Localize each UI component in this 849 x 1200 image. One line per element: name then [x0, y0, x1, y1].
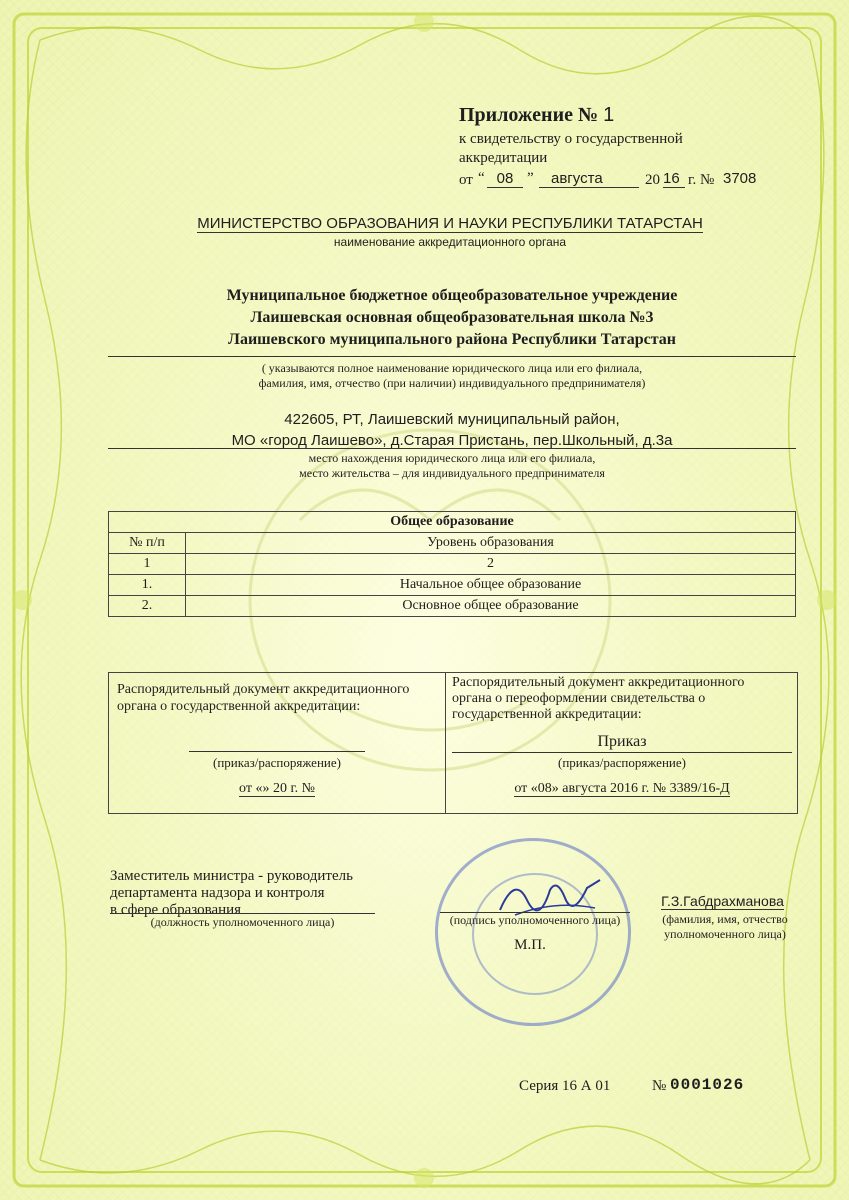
- row-level: 2: [186, 554, 796, 575]
- organization-line3: Лаишевского муниципального района Республики Татарстан: [228, 331, 676, 348]
- appendix-number: 1: [603, 104, 615, 126]
- series-label: Серия 16 А 01: [519, 1078, 611, 1094]
- organization-line2: Лаишевская основная общеобразовательная школа №3: [250, 309, 654, 326]
- table-title: Общее образование: [109, 512, 796, 533]
- appendix-subtitle-line1: к свидетельству о государственной: [459, 131, 683, 147]
- authority-name-text: МИНИСТЕРСТВО ОБРАЗОВАНИЯ И НАУКИ РЕСПУБЛИКИ ТАТАРСТАН: [197, 215, 703, 232]
- official-name-text: Г.З.Габдрахманова: [661, 893, 784, 909]
- row-number: 2.: [109, 596, 186, 617]
- left-document-date-text: от «» 20 г. №: [239, 781, 315, 796]
- authority-name: [180, 215, 720, 232]
- series-number-label: №: [652, 1078, 667, 1094]
- organization-caption1: ( указываются полное наименование юридического лица или его филиала,: [261, 361, 643, 375]
- position-underline: [110, 913, 375, 914]
- left-document-line1: Распорядительный документ аккредитационного: [117, 682, 410, 697]
- official-name: [645, 893, 800, 909]
- left-document-line2: органа о государственной аккредитации:: [117, 699, 361, 714]
- right-document-date-text: от «08» августа 2016 г. № 3389/16-Д: [514, 781, 730, 796]
- certificate-date-line: [459, 170, 759, 192]
- table-row: [109, 554, 796, 575]
- row-level: Основное общее образование: [186, 596, 796, 617]
- from-label: от: [459, 172, 473, 188]
- left-document-text: [117, 681, 437, 715]
- table-row: [109, 596, 796, 617]
- right-document-line1: Распорядительный документ аккредитационного: [452, 675, 745, 690]
- official-position: [110, 868, 390, 919]
- address-line1: 422605, РТ, Лаишевский муниципальный район,: [284, 411, 620, 428]
- organization-underline: [108, 356, 796, 357]
- right-document-text: [452, 675, 792, 723]
- certificate-number: 3708: [723, 170, 757, 187]
- position-line3: в сфере образования: [110, 902, 242, 918]
- number-label: г. №: [688, 172, 715, 188]
- right-document-caption: (приказ/распоряжение): [558, 755, 686, 770]
- table-header-row: [109, 533, 796, 554]
- official-name-caption: [645, 912, 805, 942]
- documents-divider: [445, 673, 446, 813]
- open-quote: “: [478, 170, 485, 186]
- organization-name: [108, 285, 796, 351]
- right-document-date: [452, 781, 792, 797]
- row-level: Начальное общее образование: [186, 575, 796, 596]
- right-document-line3: государственной аккредитации:: [452, 707, 642, 722]
- appendix-title: [459, 104, 614, 127]
- official-name-caption2: уполномоченного лица): [664, 927, 786, 941]
- signature-caption: (подпись уполномоченного лица): [449, 913, 621, 927]
- year-prefix: 20: [645, 172, 660, 188]
- right-document-line2: органа о переоформлении свидетельства о: [452, 691, 706, 706]
- column-header-number: № п/п: [109, 533, 186, 554]
- education-table: [108, 511, 796, 617]
- day-value: 08: [487, 170, 523, 188]
- address-caption2: место жительства – для индивидуального предпринимателя: [299, 466, 605, 480]
- appendix-title-text: Приложение №: [459, 104, 599, 126]
- year-suffix: 16: [663, 170, 685, 188]
- appendix-subtitle: [459, 130, 683, 168]
- row-number: 1: [109, 554, 186, 575]
- table-title-row: [109, 512, 796, 533]
- official-seal-icon: [435, 838, 631, 1026]
- close-quote: ”: [527, 170, 534, 186]
- position-line2: департамента надзора и контроля: [110, 885, 325, 901]
- left-document-date: [149, 781, 405, 797]
- left-document-blank-line: [189, 751, 365, 752]
- address-line2: МО «город Лаишево», д.Старая Пристань, пер.Школьный, д.3а: [231, 432, 673, 449]
- left-document-caption: (приказ/распоряжение): [213, 755, 341, 770]
- address-caption: [108, 451, 796, 481]
- organization-line1: Муниципальное бюджетное общеобразовательное учреждение: [226, 287, 678, 304]
- address: [108, 409, 796, 451]
- address-underline: [108, 448, 796, 449]
- address-caption1: место нахождения юридического лица или его филиала,: [308, 451, 596, 465]
- documents-box: [108, 672, 798, 814]
- right-document-underline: [452, 752, 792, 753]
- organization-caption2: фамилия, имя, отчество (при наличии) индивидуального предпринимателя): [258, 376, 646, 390]
- row-number: 1.: [109, 575, 186, 596]
- series-number: 0001026: [670, 1076, 745, 1094]
- position-caption: (должность уполномоченного лица): [150, 915, 335, 929]
- authority-caption: наименование аккредитационного органа: [333, 235, 567, 249]
- appendix-subtitle-line2: аккредитации: [459, 150, 548, 166]
- position-line1: Заместитель министра - руководитель: [110, 868, 353, 884]
- seal-place-label: М.П.: [514, 937, 546, 953]
- month-value: августа: [539, 170, 639, 188]
- official-name-caption1: (фамилия, имя, отчество: [662, 912, 788, 926]
- column-header-level: Уровень образования: [186, 533, 796, 554]
- organization-caption: [108, 361, 796, 391]
- right-document-type: Приказ: [597, 733, 647, 750]
- table-row: [109, 575, 796, 596]
